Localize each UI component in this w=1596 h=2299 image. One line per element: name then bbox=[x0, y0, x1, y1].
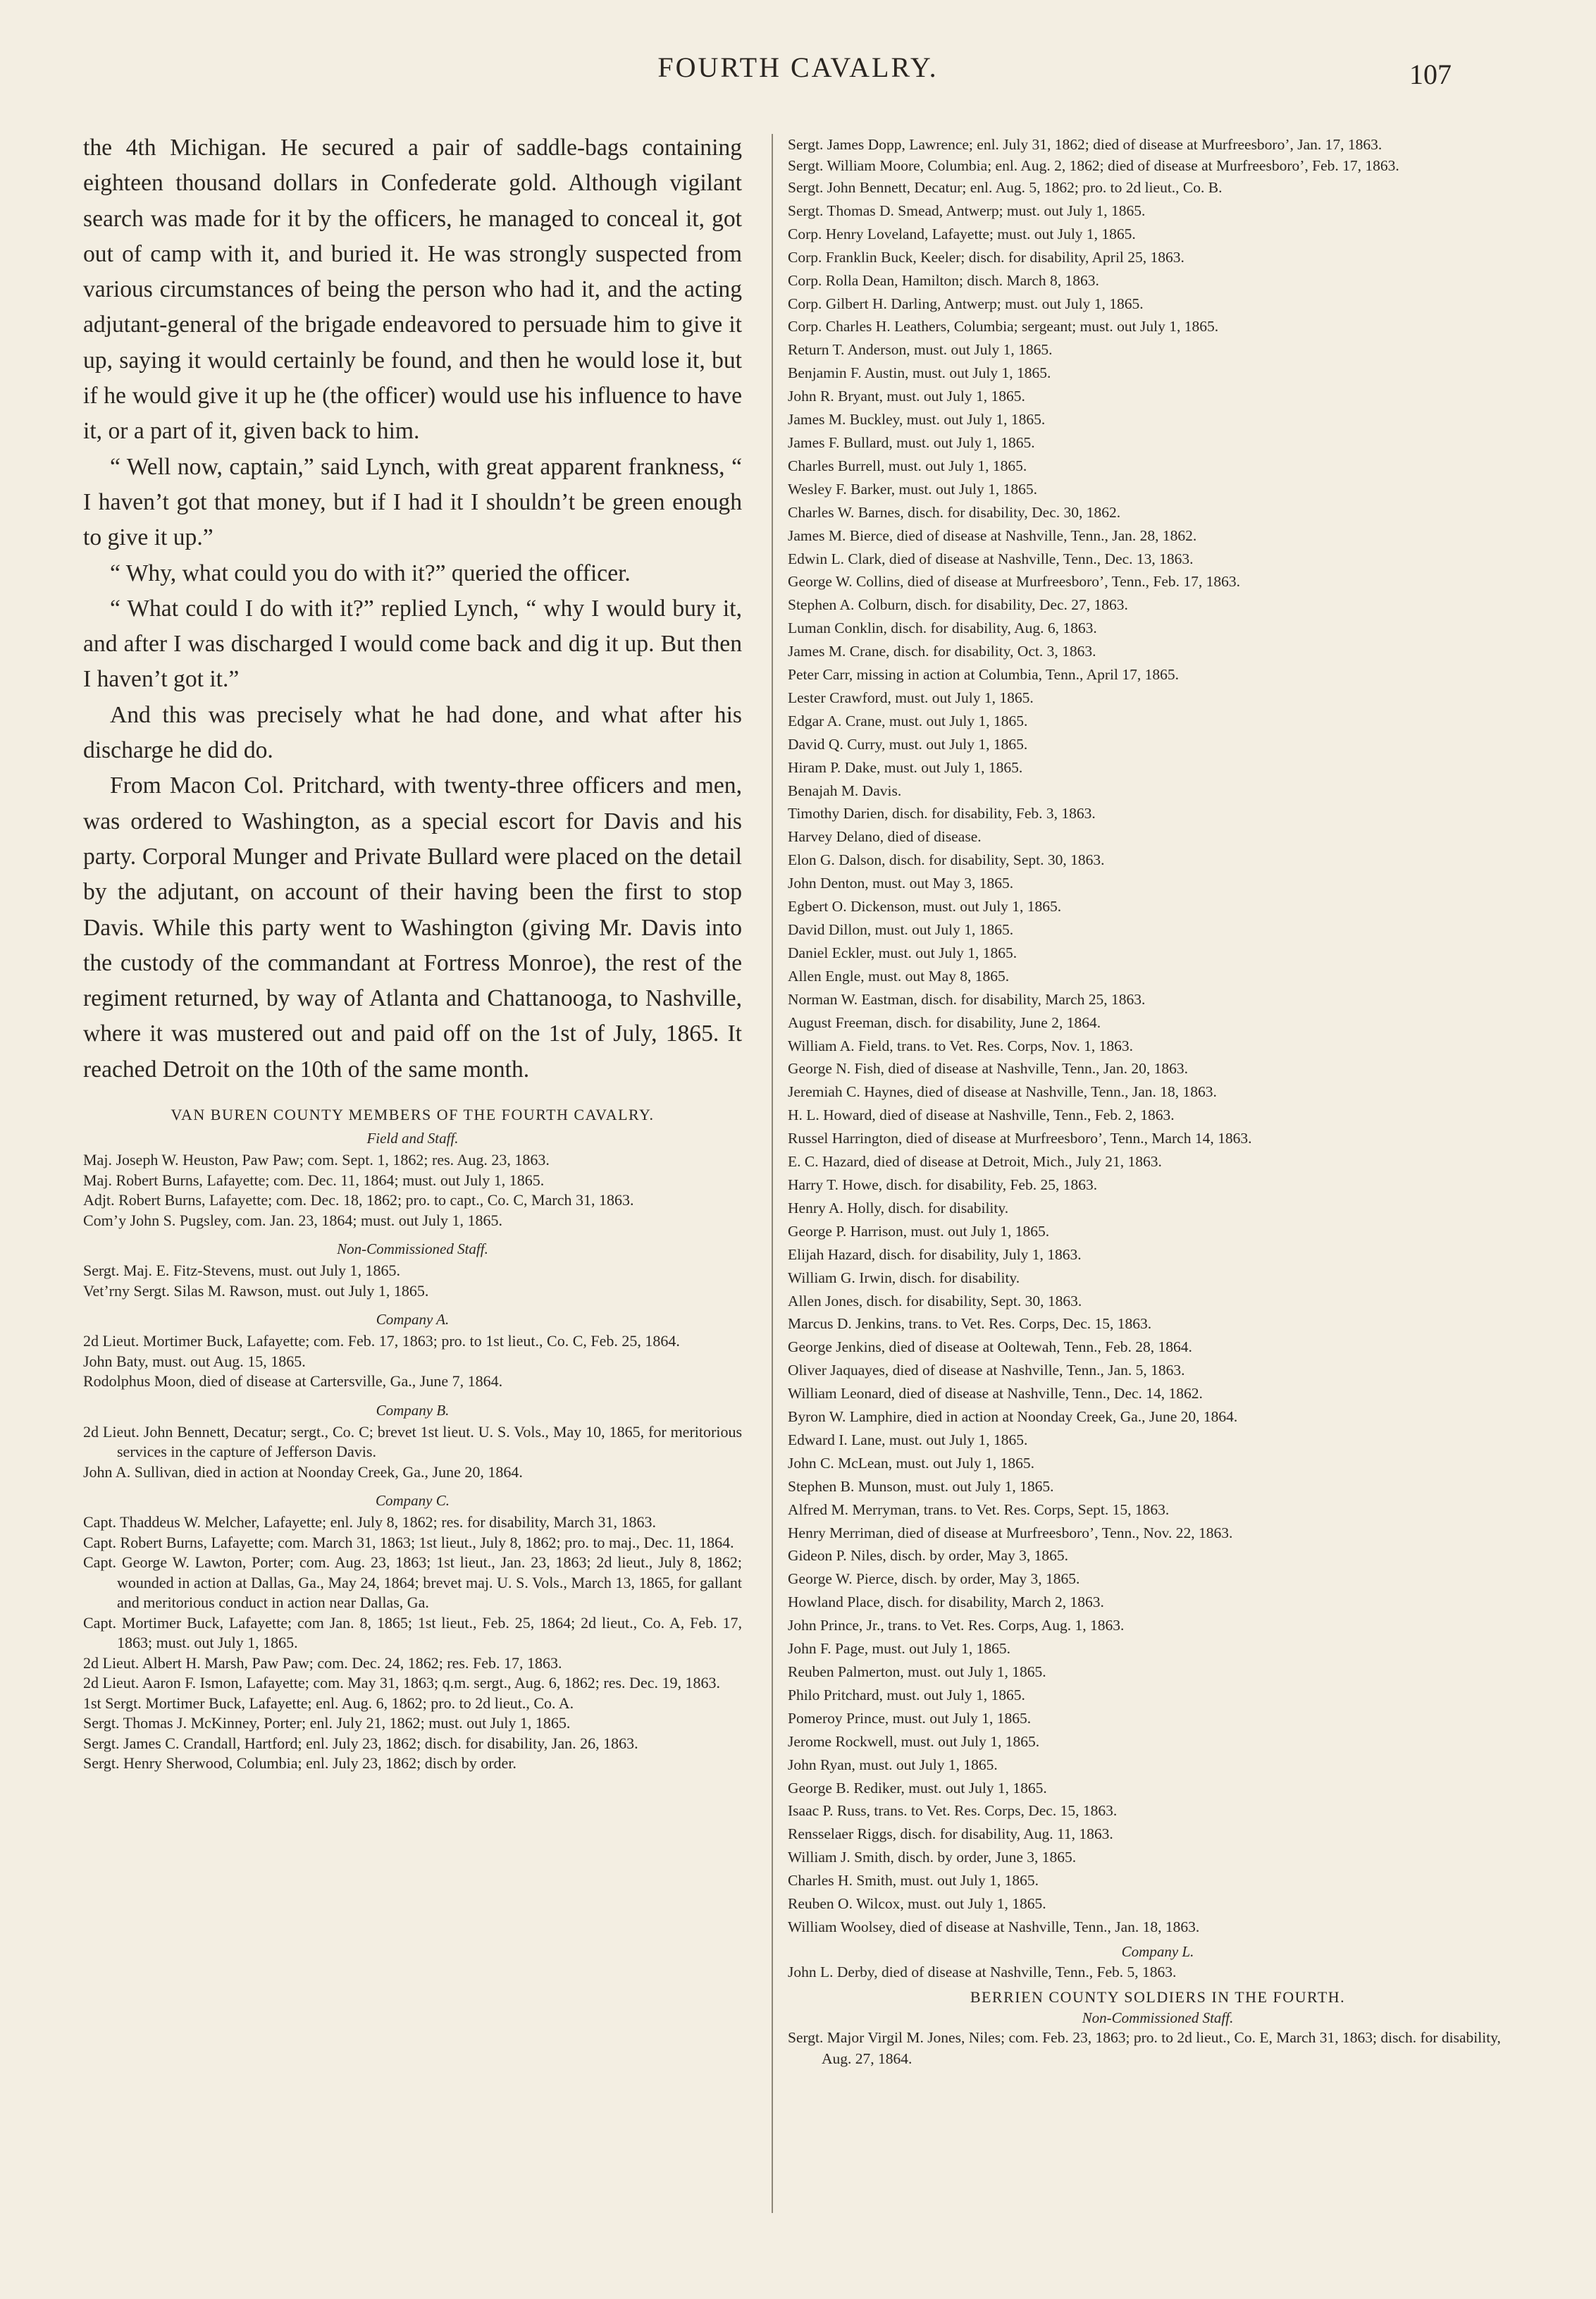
roster-entry: John Denton, must. out May 3, 1865. bbox=[788, 875, 1014, 892]
roster-entry: Sergt. James C. Crandall, Hartford; enl. July 23, 1862; disch. for disability, Jan. 26, 1863. bbox=[83, 1734, 638, 1752]
roster-entry: Stephen A. Colburn, disch. for disability, Dec. 27, 1863. bbox=[788, 596, 1128, 614]
column-divider bbox=[772, 134, 773, 2213]
roster-entry: Wesley F. Barker, must. out July 1, 1865. bbox=[788, 480, 1037, 498]
roster-entry: David Dillon, must. out July 1, 1865. bbox=[788, 921, 1014, 938]
roster-entry: Sergt. Major Virgil M. Jones, Niles; com. Feb. 23, 1863; pro. to 2d lieut., Co. E, March 31, 1863; disch. for disability, Aug. 27, 1864. bbox=[788, 2028, 1501, 2067]
roster-entry: Pomeroy Prince, must. out July 1, 1865. bbox=[788, 1709, 1032, 1727]
subheading-field-staff: Field and Staff. bbox=[366, 1130, 459, 1147]
roster-entry: Elijah Hazard, disch. for disability, July 1, 1863. bbox=[788, 1245, 1082, 1263]
roster-entry: Charles Burrell, must. out July 1, 1865. bbox=[788, 457, 1027, 474]
roster-entry: Jeremiah C. Haynes, died of disease at Nashville, Tenn., Jan. 18, 1863. bbox=[788, 1083, 1217, 1101]
roster-entry: George N. Fish, died of disease at Nashville, Tenn., Jan. 20, 1863. bbox=[788, 1060, 1188, 1078]
roster-entry: Isaac P. Russ, trans. to Vet. Res. Corps, Dec. 15, 1863. bbox=[788, 1802, 1118, 1820]
roster-entry: William A. Field, trans. to Vet. Res. Corps, Nov. 1, 1863. bbox=[788, 1037, 1134, 1054]
narrative-paragraph: From Macon Col. Pritchard, with twenty-three officers and men, was ordered to Washington, as a special escort for Davis and his party. Corporal Munger and Private Bullard were placed on the detail by the adjutant, on account of their having been the first to stop Davis. While this party went to Washington (giving Mr. Davis into the custody of the commandant at Fortress Monroe), the rest of the regiment returned, by way of Atlanta and Chattanooga, to Nashville, where it was mustered out and paid off on the 1st of July, 1865. It reached Detroit on the 10th of the same month. bbox=[83, 772, 742, 1083]
roster-entry: Peter Carr, missing in action at Columbia, Tenn., April 17, 1865. bbox=[788, 666, 1179, 684]
field-staff-list bbox=[83, 1150, 742, 1231]
roster-entry: 2d Lieut. Mortimer Buck, Lafayette; com. Feb. 17, 1863; pro. to 1st lieut., Co. C, Feb. 25, 1864. bbox=[83, 1332, 680, 1350]
noncom-staff-list bbox=[83, 1261, 742, 1301]
roster-entry: Philo Pritchard, must. out July 1, 1865. bbox=[788, 1686, 1025, 1703]
roster-entry: Com’y John S. Pugsley, com. Jan. 23, 1864; must. out July 1, 1865. bbox=[83, 1211, 503, 1229]
roster-entry: Allen Engle, must. out May 8, 1865. bbox=[788, 967, 1010, 985]
roster-entry: Alfred M. Merryman, trans. to Vet. Res. Corps, Sept. 15, 1863. bbox=[788, 1500, 1170, 1518]
roster-entry: Reuben O. Wilcox, must. out July 1, 1865. bbox=[788, 1895, 1046, 1913]
roster-entry: Timothy Darien, disch. for disability, Feb. 3, 1863. bbox=[788, 805, 1096, 822]
roster-entry: Corp. Rolla Dean, Hamilton; disch. March 8, 1863. bbox=[788, 271, 1099, 289]
roster-entry: William J. Smith, disch. by order, June 3, 1865. bbox=[788, 1849, 1077, 1866]
roster-entry: Lester Crawford, must. out July 1, 1865. bbox=[788, 689, 1034, 706]
roster-entry: Sergt. Henry Sherwood, Columbia; enl. July 23, 1862; disch by order. bbox=[83, 1754, 516, 1773]
roster-entry: 2d Lieut. John Bennett, Decatur; sergt., Co. C; brevet 1st lieut. U. S. Vols., May 10, 1865, for meritorious services in the capture of Jefferson Davis. bbox=[83, 1422, 742, 1461]
roster-entry: John Ryan, must. out July 1, 1865. bbox=[788, 1756, 998, 1773]
roster-entry: Byron W. Lamphire, died in action at Noonday Creek, Ga., June 20, 1864. bbox=[788, 1408, 1238, 1426]
page-number: 107 bbox=[1409, 58, 1452, 90]
subheading-company-c: Company C. bbox=[376, 1492, 450, 1510]
roster-entry: Gideon P. Niles, disch. by order, May 3, 1865. bbox=[788, 1547, 1069, 1565]
roster-entry: Marcus D. Jenkins, trans. to Vet. Res. Corps, Dec. 15, 1863. bbox=[788, 1315, 1152, 1333]
roster-entry: Capt. Mortimer Buck, Lafayette; com Jan. 8, 1865; 1st lieut., Feb. 25, 1864; 2d lieut., Co. A, Feb. 17, 1863; must. out July 1, 1865. bbox=[83, 1613, 742, 1652]
narrative-paragraph: “ What could I do with it?” replied Lynch, “ why I would bury it, and after I was discharged I would come back and dig it up. But then I haven’t got it.” bbox=[83, 595, 742, 693]
roster-entry: Edward I. Lane, must. out July 1, 1865. bbox=[788, 1431, 1028, 1448]
roster-entry: Stephen B. Munson, must. out July 1, 1865. bbox=[788, 1477, 1054, 1495]
subheading-berrien-noncom-staff: Non-Commissioned Staff. bbox=[1082, 2009, 1234, 2026]
roster-entry: Harvey Delano, died of disease. bbox=[788, 828, 982, 846]
company-b-list bbox=[83, 1422, 742, 1483]
company-a-list bbox=[83, 1331, 742, 1392]
roster-entry: Corp. Franklin Buck, Keeler; disch. for disability, April 25, 1863. bbox=[788, 248, 1184, 266]
roster-entry: John Baty, must. out Aug. 15, 1865. bbox=[83, 1352, 306, 1370]
roster-entry: Sergt. Thomas J. McKinney, Porter; enl. July 21, 1862; must. out July 1, 1865. bbox=[83, 1714, 571, 1732]
section-heading-van-buren: VAN BUREN COUNTY MEMBERS OF THE FOURTH CAVALRY. bbox=[171, 1106, 655, 1124]
roster-entry: Norman W. Eastman, disch. for disability, March 25, 1863. bbox=[788, 990, 1146, 1008]
roster-entry: Jerome Rockwell, must. out July 1, 1865. bbox=[788, 1732, 1040, 1750]
roster-entry: Capt. Robert Burns, Lafayette; com. March 31, 1863; 1st lieut., July 8, 1862; pro. to maj., Dec. 11, 1864. bbox=[83, 1533, 734, 1551]
roster-entry: August Freeman, disch. for disability, June 2, 1864. bbox=[788, 1013, 1101, 1031]
roster-entry: E. C. Hazard, died of disease at Detroit, Mich., July 21, 1863. bbox=[788, 1153, 1162, 1171]
roster-entry: William Woolsey, died of disease at Nashville, Tenn., Jan. 18, 1863. bbox=[788, 1918, 1200, 1935]
roster-entry: George W. Pierce, disch. by order, May 3, 1865. bbox=[788, 1570, 1080, 1588]
roster-entry: 2d Lieut. Albert H. Marsh, Paw Paw; com. Dec. 24, 1862; res. Feb. 17, 1863. bbox=[83, 1653, 562, 1672]
narrative-paragraph: the 4th Michigan. He secured a pair of saddle-bags containing eighteen thousand dollars in Confederate gold. Although vigilant search was made for it by the officers, he managed to conceal it, got out of camp with it, and buried it. He was strongly suspected from various circumstances of being the person who had it, and the acting adjutant-general of the brigade endeavored to persuade him to give it up, saying it would certainly be found, and then he would lose it, but if he would give it up he (the officer) would use his influence to have it, or a part of it, given back to him. bbox=[83, 135, 742, 445]
roster-entry: Corp. Gilbert H. Darling, Antwerp; must. out July 1, 1865. bbox=[788, 295, 1144, 312]
roster-entry: George Jenkins, died of disease at Ooltewah, Tenn., Feb. 28, 1864. bbox=[788, 1338, 1192, 1356]
roster-entry: Sergt. William Moore, Columbia; enl. Aug. 2, 1862; died of disease at Murfreesboro’, Feb. 17, 1863. bbox=[788, 157, 1399, 174]
subheading-company-b: Company B. bbox=[376, 1401, 450, 1419]
roster-entry: Return T. Anderson, must. out July 1, 1865. bbox=[788, 341, 1053, 359]
roster-entry: George W. Collins, died of disease at Murfreesboro’, Tenn., Feb. 17, 1863. bbox=[788, 573, 1240, 591]
roster-entry: David Q. Curry, must. out July 1, 1865. bbox=[788, 735, 1028, 753]
roster-entry: Oliver Jaquayes, died of disease at Nashville, Tenn., Jan. 5, 1863. bbox=[788, 1362, 1185, 1379]
narrative-paragraph: And this was precisely what he had done, and what after his discharge he did do. bbox=[83, 701, 742, 764]
roster-entry: John L. Derby, died of disease at Nashville, Tenn., Feb. 5, 1863. bbox=[788, 1963, 1177, 1980]
roster-entry: John A. Sullivan, died in action at Noonday Creek, Ga., June 20, 1864. bbox=[83, 1462, 523, 1481]
roster-entry: James M. Bierce, died of disease at Nashville, Tenn., Jan. 28, 1862. bbox=[788, 526, 1197, 544]
roster-entry: Henry Merriman, died of disease at Murfreesboro’, Tenn., Nov. 22, 1863. bbox=[788, 1524, 1233, 1541]
roster-entry: George B. Rediker, must. out July 1, 1865. bbox=[788, 1779, 1047, 1796]
roster-entry: Edgar A. Crane, must. out July 1, 1865. bbox=[788, 712, 1028, 729]
roster-entry: Edwin L. Clark, died of disease at Nashville, Tenn., Dec. 13, 1863. bbox=[788, 550, 1194, 567]
roster-entry: John F. Page, must. out July 1, 1865. bbox=[788, 1640, 1011, 1658]
subheading-noncom-staff: Non-Commissioned Staff. bbox=[337, 1240, 488, 1258]
roster-entry: Charles W. Barnes, disch. for disability, Dec. 30, 1862. bbox=[788, 503, 1121, 521]
roster-entry: Capt. Thaddeus W. Melcher, Lafayette; enl. July 8, 1862; res. for disability, March 31, 1863. bbox=[83, 1513, 656, 1531]
roster-entry: Corp. Henry Loveland, Lafayette; must. out July 1, 1865. bbox=[788, 225, 1136, 242]
roster-entry: Daniel Eckler, must. out July 1, 1865. bbox=[788, 944, 1017, 961]
left-column bbox=[83, 130, 742, 1774]
roster-entry: Charles H. Smith, must. out July 1, 1865. bbox=[788, 1872, 1039, 1890]
roster-entry: Benajah M. Davis. bbox=[788, 782, 902, 799]
roster-entry: Egbert O. Dickenson, must. out July 1, 1865. bbox=[788, 898, 1062, 916]
roster-entry: John C. McLean, must. out July 1, 1865. bbox=[788, 1454, 1034, 1472]
roster-entry: James M. Buckley, must. out July 1, 1865. bbox=[788, 411, 1046, 429]
section-heading-berrien: BERRIEN COUNTY SOLDIERS IN THE FOURTH. bbox=[970, 1987, 1346, 2006]
roster-entry: Reuben Palmerton, must. out July 1, 1865. bbox=[788, 1663, 1046, 1680]
roster-entry: John Prince, Jr., trans. to Vet. Res. Corps, Aug. 1, 1863. bbox=[788, 1617, 1125, 1634]
roster-entry: George P. Harrison, must. out July 1, 1865. bbox=[788, 1222, 1050, 1240]
roster-entry: Vet’rny Sergt. Silas M. Rawson, must. out July 1, 1865. bbox=[83, 1281, 429, 1300]
roster-entry: Maj. Joseph W. Heuston, Paw Paw; com. Sept. 1, 1862; res. Aug. 23, 1863. bbox=[83, 1151, 550, 1169]
roster-entry: James M. Crane, disch. for disability, Oct. 3, 1863. bbox=[788, 643, 1096, 660]
roster-entry: John R. Bryant, must. out July 1, 1865. bbox=[788, 388, 1025, 405]
roster-entry: William G. Irwin, disch. for disability. bbox=[788, 1269, 1020, 1286]
narrative-text bbox=[83, 130, 742, 1087]
roster-entry: Benjamin F. Austin, must. out July 1, 1865. bbox=[788, 364, 1051, 382]
roster-entry: Sergt. Maj. E. Fitz-Stevens, must. out July 1, 1865. bbox=[83, 1262, 400, 1280]
roster-entry: Luman Conklin, disch. for disability, Aug. 6, 1863. bbox=[788, 620, 1097, 637]
roster-entry: Russel Harrington, died of disease at Murfreesboro’, Tenn., March 14, 1863. bbox=[788, 1130, 1252, 1147]
roster-entry: Howland Place, disch. for disability, March 2, 1863. bbox=[788, 1594, 1104, 1611]
company-c-list bbox=[83, 1512, 742, 1774]
roster-entry: Henry A. Holly, disch. for disability. bbox=[788, 1199, 1009, 1216]
roster-entry: Sergt. John Bennett, Decatur; enl. Aug. 5, 1862; pro. to 2d lieut., Co. B. bbox=[788, 179, 1223, 196]
roster-entry: Allen Jones, disch. for disability, Sept. 30, 1863. bbox=[788, 1292, 1082, 1309]
roster-entry: Corp. Charles H. Leathers, Columbia; sergeant; must. out July 1, 1865. bbox=[788, 318, 1219, 335]
roster-entry: Hiram P. Dake, must. out July 1, 1865. bbox=[788, 758, 1023, 776]
narrative-paragraph: “ Well now, captain,” said Lynch, with great apparent frankness, “ I haven’t got that money, but if I had it I shouldn’t be green enough to give it up.” bbox=[83, 453, 742, 551]
roster-entry: Harry T. Howe, disch. for disability, Feb. 25, 1863. bbox=[788, 1176, 1098, 1193]
roster-entry: 2d Lieut. Aaron F. Ismon, Lafayette; com. May 31, 1863; q.m. sergt., Aug. 6, 1862; res. Dec. 19, 1863. bbox=[83, 1674, 720, 1692]
roster-entry: Maj. Robert Burns, Lafayette; com. Dec. 11, 1864; must. out July 1, 1865. bbox=[83, 1171, 545, 1189]
running-head: FOURTH CAVALRY. bbox=[657, 51, 939, 83]
roster-entry: Rensselaer Riggs, disch. for disability, Aug. 11, 1863. bbox=[788, 1825, 1113, 1843]
right-column bbox=[788, 134, 1528, 2069]
roster-entry: Capt. George W. Lawton, Porter; com. Aug. 23, 1863; 1st lieut., Jan. 23, 1863; 2d lieut., July 8, 1862; wounded in action at Dallas, Ga., May 24, 1864; brevet maj. U. S. Vols., March 13, 1865, for gallant and meritorious conduct in action near Dallas, Ga. bbox=[83, 1553, 742, 1612]
subheading-company-l: Company L. bbox=[1121, 1942, 1194, 1960]
roster-entry: Elon G. Dalson, disch. for disability, Sept. 30, 1863. bbox=[788, 851, 1105, 869]
subheading-company-a: Company A. bbox=[376, 1311, 450, 1329]
roster-entry: Sergt. James Dopp, Lawrence; enl. July 31, 1862; died of disease at Murfreesboro’, Jan. 17, 1863. bbox=[788, 136, 1382, 153]
narrative-paragraph: “ Why, what could you do with it?” queried the officer. bbox=[110, 560, 631, 586]
roster-entry: William Leonard, died of disease at Nashville, Tenn., Dec. 14, 1862. bbox=[788, 1385, 1203, 1403]
roster-entry: Sergt. Thomas D. Smead, Antwerp; must. out July 1, 1865. bbox=[788, 202, 1146, 219]
roster-entry: James F. Bullard, must. out July 1, 1865. bbox=[788, 433, 1035, 451]
roster-entry: Adjt. Robert Burns, Lafayette; com. Dec. 18, 1862; pro. to capt., Co. C, March 31, 1863. bbox=[83, 1191, 634, 1209]
roster-entry: Rodolphus Moon, died of disease at Cartersville, Ga., June 7, 1864. bbox=[83, 1372, 503, 1391]
roster-entry: 1st Sergt. Mortimer Buck, Lafayette; enl. Aug. 6, 1862; pro. to 2d lieut., Co. A. bbox=[83, 1694, 574, 1712]
roster-entry: H. L. Howard, died of disease at Nashville, Tenn., Feb. 2, 1863. bbox=[788, 1107, 1175, 1124]
